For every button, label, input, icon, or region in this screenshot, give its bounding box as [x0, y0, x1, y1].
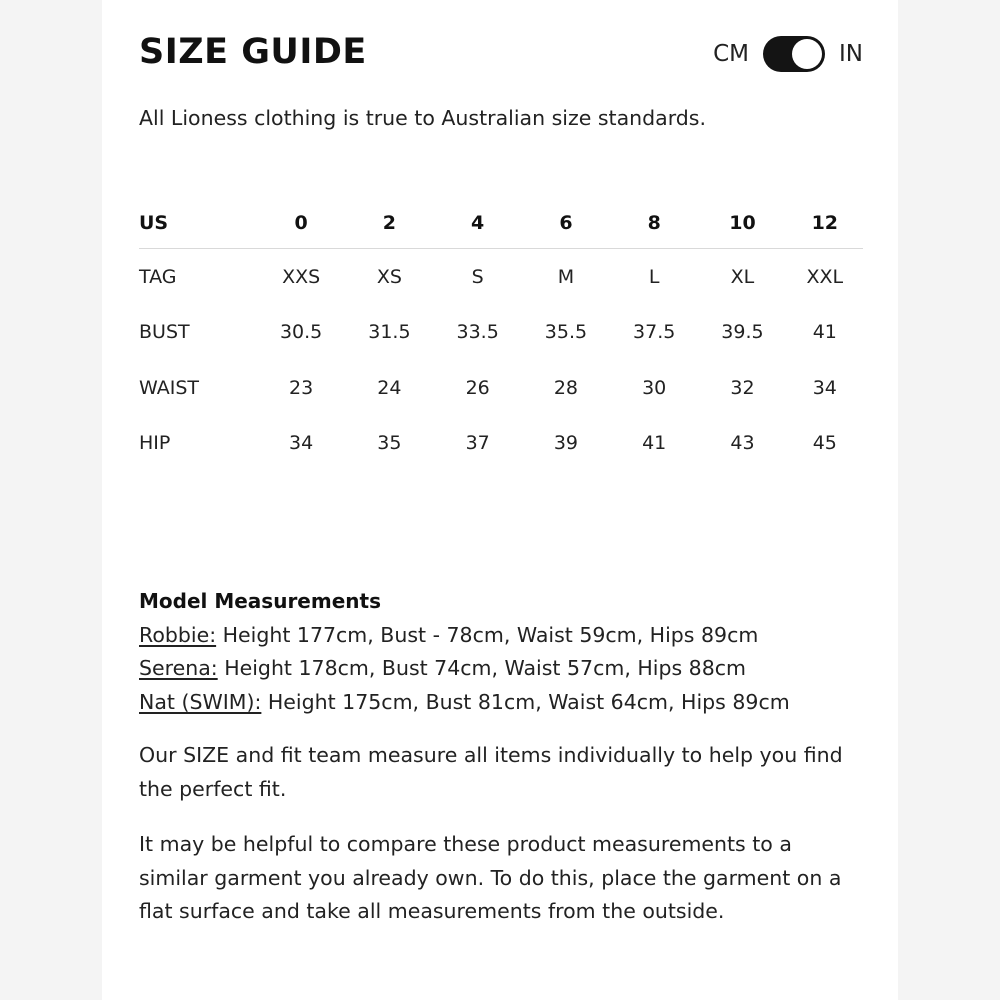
table-cell: 34 [812, 376, 837, 399]
table-cell: 23 [289, 376, 314, 399]
table-cell: 43 [730, 432, 755, 455]
column-header: 6 [522, 198, 610, 249]
page-title: SIZE GUIDE [139, 32, 367, 72]
column-header: 10 [698, 198, 786, 249]
table-cell: 37.5 [633, 321, 676, 344]
table-cell: 37 [465, 432, 490, 455]
model-name: Serena: [139, 656, 218, 680]
table-cell: 35.5 [544, 321, 588, 344]
table-cell: S [471, 265, 484, 288]
size-table [139, 198, 863, 471]
table-cell: XL [730, 265, 755, 288]
table-header-row [139, 198, 863, 249]
model-line-robbie [139, 619, 863, 653]
row-label: WAIST [139, 376, 200, 399]
table-cell: XXL [806, 265, 844, 288]
size-standard-note: All Lioness clothing is true to Australian size standards. [139, 106, 706, 130]
model-name: Nat (SWIM): [139, 689, 262, 714]
unit-toggle[interactable] [713, 34, 863, 74]
table-cell: 39.5 [721, 321, 764, 344]
table-cell: 45 [812, 432, 837, 455]
table-cell: XXS [282, 265, 321, 288]
table-cell: 30 [642, 376, 667, 399]
table-cell: XS [376, 265, 402, 288]
unit-in-label[interactable]: IN [839, 41, 863, 67]
model-line-serena [139, 652, 863, 686]
table-cell: 41 [642, 432, 667, 455]
table-cell: 30.5 [279, 321, 323, 344]
model-measurements [139, 585, 863, 719]
table-cell: 33.5 [456, 321, 499, 344]
column-header: 8 [610, 198, 698, 249]
unit-cm-label[interactable]: CM [713, 41, 749, 67]
table-cell: 35 [377, 432, 402, 455]
table-cell: 26 [465, 376, 490, 399]
row-label: BUST [139, 321, 190, 344]
unit-switch[interactable] [763, 36, 825, 72]
switch-knob [792, 39, 822, 69]
table-row [139, 249, 863, 305]
column-header: 4 [434, 198, 522, 249]
column-header: 0 [257, 198, 345, 249]
row-label: HIP [139, 432, 171, 455]
model-measurements-title: Model Measurements [139, 589, 381, 613]
column-header: 12 [787, 198, 863, 249]
table-cell: 28 [553, 376, 579, 399]
compare-paragraph: It may be helpful to compare these product measurements to a similar garment you already own. To do this, place the garment on a flat surface and take all measurements from the outside. [139, 832, 842, 923]
table-cell: 34 [289, 432, 314, 455]
table-row [139, 305, 863, 361]
model-name: Robbie: [139, 622, 217, 647]
model-line-nat [139, 686, 863, 720]
table-cell: 39 [553, 432, 579, 455]
model-details: Height 175cm, Bust 81cm, Waist 64cm, Hips 89cm [261, 689, 790, 714]
column-header: US [139, 198, 257, 249]
table-row [139, 416, 863, 472]
model-details: Height 177cm, Bust - 78cm, Waist 59cm, Hips 89cm [216, 622, 759, 647]
column-header: 2 [345, 198, 433, 249]
table-cell: 31.5 [368, 321, 411, 344]
model-details: Height 178cm, Bust 74cm, Waist 57cm, Hips 88cm [217, 656, 746, 680]
table-cell: 32 [730, 376, 755, 399]
table-cell: M [557, 265, 575, 288]
row-label: TAG [139, 265, 177, 288]
table-cell: L [648, 265, 660, 288]
table-cell: 41 [812, 321, 837, 344]
fit-team-paragraph: Our SIZE and fit team measure all items individually to help you find the perfect fit. [139, 743, 843, 801]
table-row [139, 360, 863, 416]
table-cell: 24 [377, 376, 402, 399]
